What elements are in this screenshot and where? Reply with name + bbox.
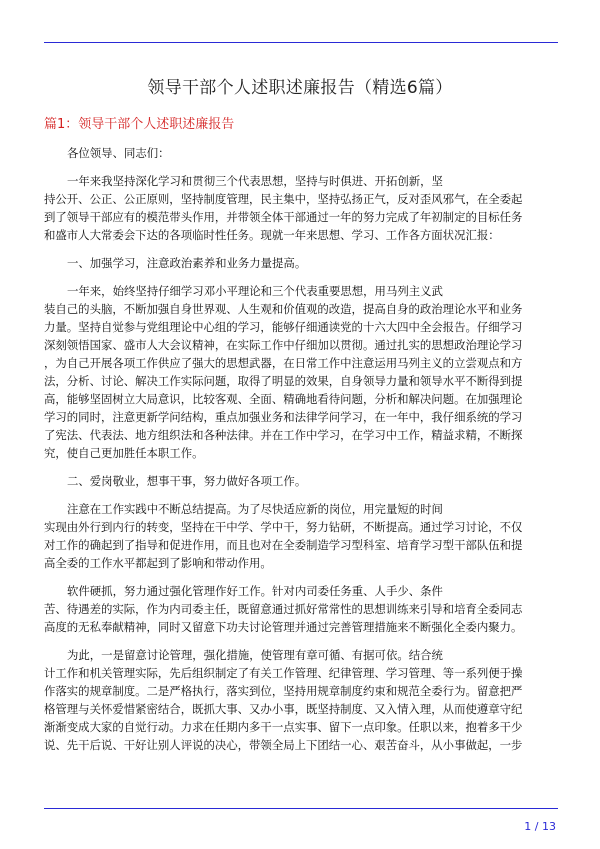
paragraph: [44, 646, 558, 754]
page-indicator: 1 / 13: [524, 820, 556, 833]
section-heading: 篇1：领导干部个人述职述廉报告: [44, 117, 235, 132]
text-line: 深刻领悟国家、盛市人大会议精神，在实际工作中仔细加以贯彻。通过扎实的思想政治理论学习: [44, 338, 523, 352]
text-line: 高，能够坚固树立大局意识，比较客观、全面、精确地看待问题，分析和解决问题。在加强理论: [44, 392, 523, 406]
text-line: 一、加强学习，注意政治素养和业务力量提高。: [67, 256, 307, 270]
text-line: 苦、待遇差的实际，作为内司委主任，既留意通过抓好常常性的思想训练来引导和培育全委同志: [44, 602, 523, 616]
text-line: 格管理与关怀爱惜紧密结合，既抓大事、又办小事，既坚持制度、又入情入理，从而使遵章守纪: [44, 702, 523, 716]
text-line: 持公开、公正、公正原则，坚持制度管理，民主集中，坚持弘扬正气，反对歪风邪气，在全委起: [44, 192, 523, 206]
text-line: ，为自己开展各项工作供应了强大的思想武器，在日常工作中注意运用马列主义的立尝观点和方: [44, 356, 523, 370]
text-line: 对工作的确起到了指导和促进作用，而且也对在全委制造学习型科室、培育学习型干部队伍和提: [44, 538, 523, 552]
text-line: 渐渐变成大家的自觉行动。力求在任期内多干一点实事、留下一点印象。任职以来，抱着多干少: [44, 720, 523, 734]
text-line: 为此，一是留意讨论管理，强化措施，使管理有章可循、有据可依。结合统: [67, 648, 443, 662]
text-line: 高全委的工作水平都起到了影响和带动作用。: [44, 556, 272, 570]
text-line: 一年来我坚持深化学习和贯彻三个代表思想，坚持与时俱进、开拓创新，坚: [67, 174, 443, 188]
text-line: 装自己的头脑，不断加强自身世界观、人生观和价值观的改造，提高自身的政治理论水平和业务: [44, 302, 523, 316]
text-line: 软件硬抓，努力通过强化管理作好工作。针对内司委任务重、人手少、条件: [67, 584, 443, 598]
text-line: 究，使自己更加胜任本职工作。: [44, 446, 204, 460]
paragraph: [44, 582, 558, 636]
paragraph: [44, 282, 558, 462]
text-line: 了宪法、代表法、地方组织法和各种法律。并在工作中学习，在学习中工作，精益求精，不断探: [44, 428, 523, 442]
paragraph: [44, 144, 558, 162]
text-line: 到了领导干部应有的模范带头作用，并带领全体干部通过一年的努力完成了年初制定的目标任务: [44, 210, 523, 224]
document-title: 领导干部个人述职述廉报告（精选6篇）: [147, 78, 453, 98]
paragraph: [44, 500, 558, 572]
footer-rule: [44, 808, 558, 809]
header-rule: [44, 42, 558, 43]
document-body: [44, 144, 558, 764]
paragraph: [44, 472, 558, 490]
text-line: 一年来，始终坚持仔细学习邓小平理论和三个代表重要思想，用马列主义武: [67, 284, 443, 298]
paragraph: [44, 254, 558, 272]
text-line: 各位领导、同志们：: [67, 146, 170, 160]
text-line: 和盛市人大常委会下达的各项临时性任务。现就一年来思想、学习、工作各方面状况汇报：: [44, 228, 500, 242]
text-line: 高度的无私奉献精神，同时又留意下功夫讨论管理并通过完善管理措施来不断强化全委内聚力。: [44, 620, 523, 634]
text-line: 作落实的规章制度。二是严格执行，落实到位，坚持用规章制度约束和规范全委行为。留意把严: [44, 684, 523, 698]
paragraph: [44, 172, 558, 244]
text-line: 实现由外行到内行的转变，坚持在干中学、学中干，努力钻研，不断提高。通过学习讨论，不仅: [44, 520, 523, 534]
text-line: 计工作和机关管理实际，先后组织制定了有关工作管理、纪律管理、学习管理、等一系列便于操: [44, 666, 523, 680]
text-line: 法，分析、讨论、解决工作实际问题，取得了明显的效果，自身领导力量和领导水平不断得到提: [44, 374, 523, 388]
text-line: 二、爱岗敬业，想事干事，努力做好各项工作。: [67, 474, 307, 488]
text-line: 学习的同时，注意更新学问结构，重点加强业务和法律学问学习，在一年中，我仔细系统的学习: [44, 410, 523, 424]
text-line: 力量。坚持自觉参与党组理论中心组的学习，能够仔细通读党的十六大四中全会报告。仔细学习: [44, 320, 523, 334]
text-line: 注意在工作实践中不断总结提高。为了尽快适应新的岗位，用完量短的时间: [67, 502, 443, 516]
text-line: 说、先干后说、干好让别人评说的决心，带领全局上下团结一心、艰苦奋斗，从小事做起，一步: [44, 738, 523, 752]
